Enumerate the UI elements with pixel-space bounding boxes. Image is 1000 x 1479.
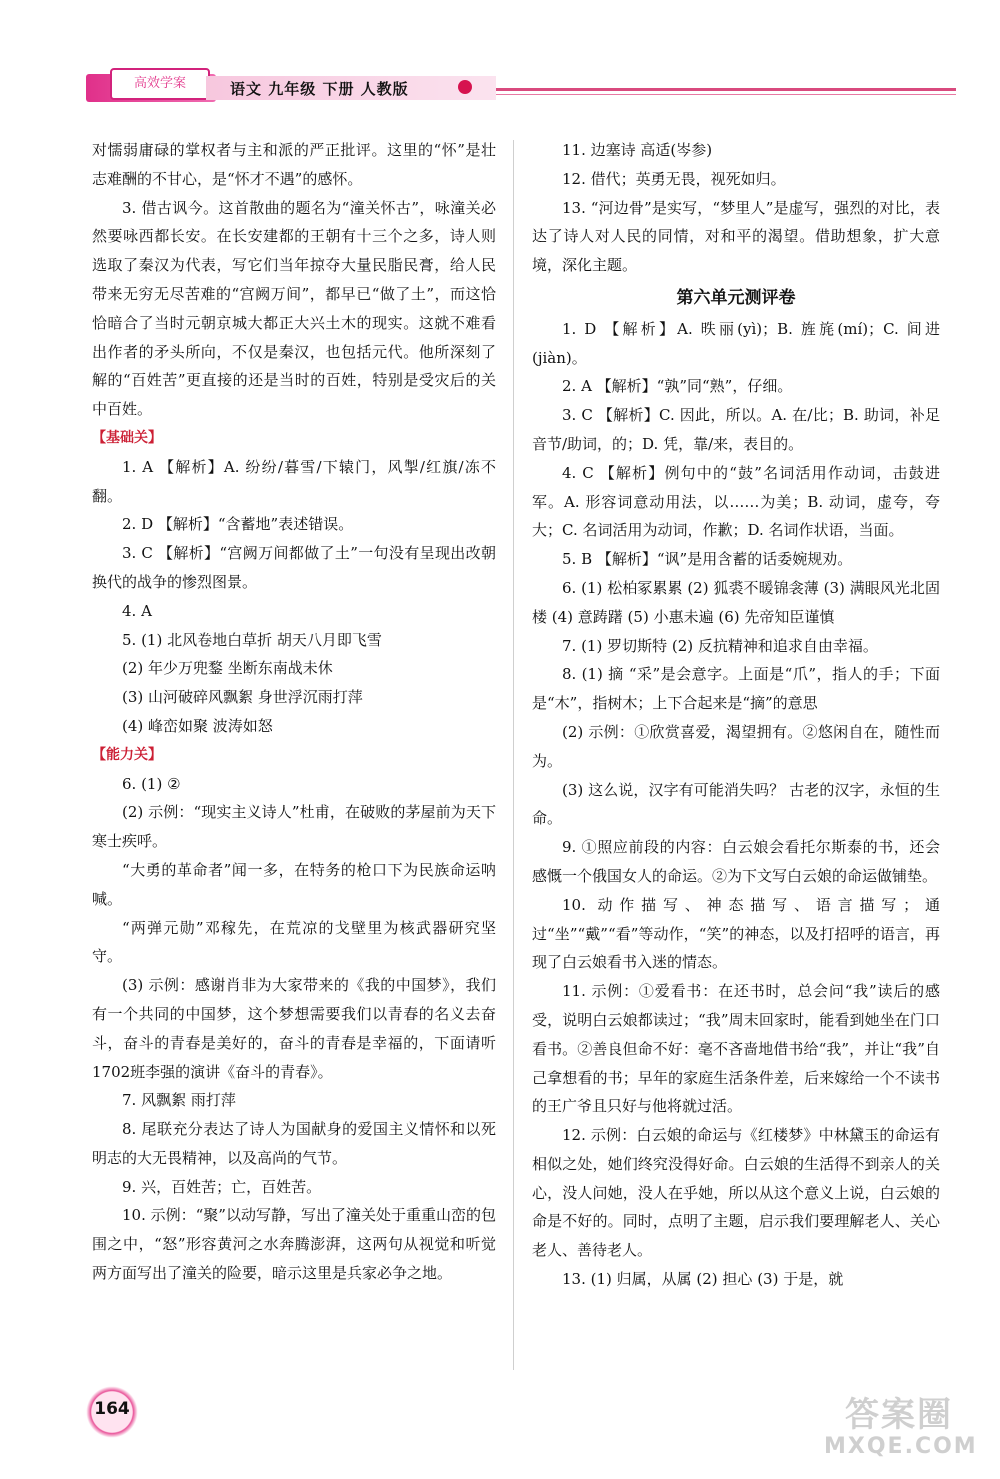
header-dot-icon xyxy=(458,80,472,94)
series-tag-label: 高效学案 xyxy=(110,68,210,100)
answer-paragraph: 6. (1) ② xyxy=(122,774,181,793)
answer-paragraph: 6. (1) 松柏冢累累 (2) 狐裘不暖锦衾薄 (3) 满眼风光北固楼 (4) 意踌躇 (5) 小惠未遍 (6) 先帝知臣谨慎 xyxy=(532,578,940,626)
answer-paragraph: 13. “河边骨”是实写，“梦里人”是虚写，强烈的对比，表达了诗人对人民的同情，对和平的渴望。借助想象，扩大意境，深化主题。 xyxy=(532,198,940,275)
column-divider xyxy=(513,140,514,1370)
watermark-logo-text: 答案圈 xyxy=(845,1395,953,1435)
answer-paragraph: 1. A 【解析】A. 纷纷/暮雪/下辕门，风掣/红旗/冻不翻。 xyxy=(92,457,496,505)
watermark xyxy=(824,1395,978,1466)
answer-paragraph: 9. ①照应前段的内容：白云娘会看托尔斯泰的书，还会感慨一个俄国女人的命运。②为下文写白云娘的命运做铺垫。 xyxy=(532,838,940,885)
section-label: 【能力关】 xyxy=(92,746,162,763)
answer-paragraph: 2. A 【解析】“孰”同“熟”，仔细。 xyxy=(562,377,793,396)
answer-paragraph: “大勇的革命者”闻一多，在特务的枪口下为民族命运呐喊。 xyxy=(92,860,496,908)
watermark-url: MXQE.COM xyxy=(824,1434,978,1459)
answer-paragraph: 5. (1) 北风卷地白草折 胡天八月即飞雪 xyxy=(122,630,382,649)
answer-paragraph: “两弹元勋”邓稼先，在荒凉的戈壁里为核武器研究坚守。 xyxy=(92,918,496,966)
answer-paragraph: 12. 借代；英勇无畏，视死如归。 xyxy=(562,169,786,188)
section-label: 【基础关】 xyxy=(92,429,162,446)
header-rule-thin xyxy=(496,94,956,95)
answer-paragraph: 对懦弱庸碌的掌权者与主和派的严正批评。这里的“怀”是壮志难酬的不甘心，是“怀才不遇”的感怀。 xyxy=(92,141,496,188)
series-tag xyxy=(86,74,216,102)
answer-paragraph: 12. 示例：白云娘的命运与《红楼梦》中林黛玉的命运有相似之处，她们终究没得好命。白云娘的生活得不到亲人的关心，没人问她，没人在乎她，所以从这个意义上说，白云娘的命是不好的。同时，点明了主题，启示我们要理解老人、关心老人、善待老人。 xyxy=(532,1126,940,1260)
right-column xyxy=(532,136,940,1294)
answer-paragraph: 7. (1) 罗切斯特 (2) 反抗精神和追求自由幸福。 xyxy=(562,636,878,655)
answer-paragraph: (3) 示例：感谢肖非为大家带来的《我的中国梦》，我们有一个共同的中国梦，这个梦想需要我们以青春的名义去奋斗，奋斗的青春是美好的，奋斗的青春是幸福的，下面请听1702班李强的演讲《奋斗的青春》。 xyxy=(92,976,496,1081)
page-number: 164 xyxy=(94,1399,130,1419)
answer-paragraph: 3. 借古讽今。这首散曲的题名为“潼关怀古”，咏潼关必然要咏西都长安。在长安建都的王朝有十三个之多，诗人则选取了秦汉为代表，写它们当年掠夺大量民脂民膏，给人民带来无穷无尽苦难的“宫阙万间”，都早已“做了土”，而这恰恰暗合了当时元朝京城大都正大兴土木的现实。这就不难看出作者的矛头所向，不仅是秦汉，也包括元代。他所深刻了解的“百姓苦”更直接的还是当时的百姓，特别是受灾后的关中百姓。 xyxy=(92,198,496,419)
answer-paragraph: 3. C 【解析】C. 因此，所以。A. 在/比；B. 助词，补足音节/助词，的；D. 凭，靠/来，表目的。 xyxy=(532,406,940,453)
answer-paragraph: 11. 示例：①爱看书：在还书时，总会问“我”读后的感受，说明白云娘都读过；“我”周末回家时，能看到她坐在门口看书。②善良但命不好：毫不吝啬地借书给“我”，并让“我”自己拿想看的书；早年的家庭生活条件差，后来嫁给一个不读书的王广爷且只好与他将就过活。 xyxy=(532,982,940,1116)
answer-paragraph: 5. B 【解析】“讽”是用含蓄的话委婉规劝。 xyxy=(562,550,853,569)
answer-paragraph: 1. D 【解析】A. 昳丽(yì)；B. 旌旄(mí)；C. 间进(jiàn)。 xyxy=(532,319,940,367)
answer-paragraph: (3) 山河破碎风飘絮 身世浮沉雨打萍 xyxy=(122,688,363,707)
page-header xyxy=(86,70,956,110)
left-column xyxy=(92,136,496,1288)
answer-paragraph: (3) 这么说，汉字有可能消失吗？ 古老的汉字，永恒的生命。 xyxy=(532,780,940,828)
answer-paragraph: 7. 风飘絮 雨打萍 xyxy=(122,1091,236,1110)
answer-paragraph: 9. 兴，百姓苦；亡，百姓苦。 xyxy=(122,1177,322,1196)
header-rule xyxy=(496,88,956,91)
answer-paragraph: 8. 尾联充分表达了诗人为国献身的爱国主义情怀和以死明志的大无畏精神，以及高尚的气节。 xyxy=(92,1120,496,1167)
answer-paragraph: 3. C 【解析】“宫阙万间都做了土”一句没有呈现出改朝换代的战争的惨烈图景。 xyxy=(92,544,496,591)
answer-paragraph: 4. C 【解析】例句中的“鼓”名词活用作动词，击鼓进军。A. 形容词意动用法，以……为美；B. 动词，虚夸，夸大；C. 名词活用为动词，作歉；D. 名词作状语，当面。 xyxy=(532,463,940,540)
answer-paragraph: 2. D 【解析】“含蓄地”表述错误。 xyxy=(122,515,354,534)
answer-paragraph: 10. 动作描写、神态描写、语言描写；通过“坐”“戴”“看”等动作，“笑”的神态，以及打招呼的语言，再现了白云娘看书入迷的情态。 xyxy=(532,895,940,972)
answer-paragraph: 4. A xyxy=(122,601,152,620)
answer-paragraph: 8. (1) 摘 “采”是会意字。上面是“爪”，指人的手；下面是“木”，指树木；上下合起来是“摘”的意思 xyxy=(532,665,940,713)
answer-paragraph: (2) 示例：①欣赏喜爱，渴望拥有。②悠闲自在，随性而为。 xyxy=(532,722,940,770)
answer-paragraph: (4) 峰峦如聚 波涛如怒 xyxy=(122,716,273,735)
answer-paragraph: 10. 示例：“聚”以动写静，写出了潼关处于重重山峦的包围之中，“怒”形容黄河之水奔腾澎湃，这两句从视觉和听觉两方面写出了潼关的险要，暗示这里是兵家必争之地。 xyxy=(92,1206,496,1283)
answer-paragraph: (2) 示例：“现实主义诗人”杜甫，在破败的茅屋前为天下寒士疾呼。 xyxy=(92,803,496,851)
section-title: 第六单元测评卷 xyxy=(676,287,796,308)
answer-paragraph: 13. (1) 归属，从属 (2) 担心 (3) 于是，就 xyxy=(562,1270,844,1289)
answer-paragraph: 11. 边塞诗 高适(岑参) xyxy=(562,141,713,159)
page-number-badge xyxy=(86,1386,138,1438)
book-info: 语文 九年级 下册 人教版 xyxy=(230,80,409,98)
answer-paragraph: (2) 年少万兜鍪 坐断东南战未休 xyxy=(122,659,333,678)
